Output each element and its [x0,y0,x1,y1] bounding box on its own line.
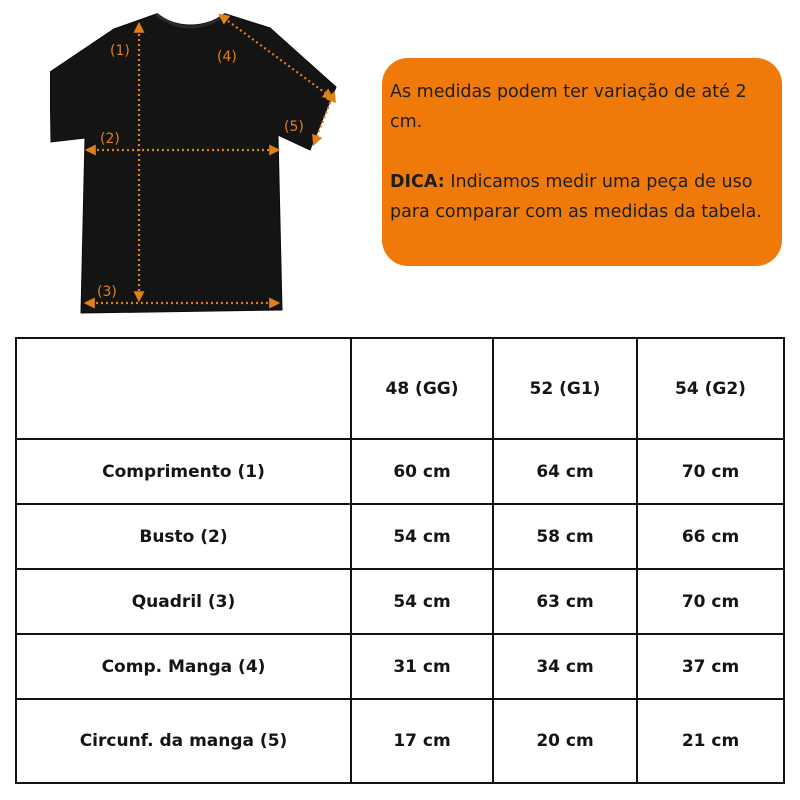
table-row [16,504,784,569]
header-empty-cell [16,338,351,439]
row-label: Comprimento (1) [16,439,351,504]
table-cell: 60 cm [351,439,493,504]
row-label: Circunf. da manga (5) [16,699,351,783]
table-cell: 54 cm [351,504,493,569]
table-cell: 20 cm [493,699,637,783]
table-row [16,634,784,699]
table-cell: 21 cm [637,699,784,783]
tip-box [382,58,782,266]
measure-label-5: (5) [284,119,304,135]
table-cell: 70 cm [637,569,784,634]
table-row [16,569,784,634]
tshirt-diagram [50,0,360,320]
tshirt-shape [50,14,336,313]
size-table [15,337,785,784]
tip-paragraph [390,167,768,227]
tip-label: DICA: [390,172,445,192]
table-cell: 58 cm [493,504,637,569]
header-size-g1: 52 (G1) [493,338,637,439]
header-size-g2: 54 (G2) [637,338,784,439]
table-cell: 17 cm [351,699,493,783]
measure-label-4: (4) [217,49,237,65]
tip-text: Indicamos medir uma peça de uso para comparar com as medidas da tabela. [390,172,762,222]
variation-note: As medidas podem ter variação de até 2 cm. [390,82,747,132]
table-cell: 66 cm [637,504,784,569]
table-cell: 63 cm [493,569,637,634]
measure-label-1: (1) [110,43,130,59]
measure-label-2: (2) [100,131,120,147]
table-row [16,699,784,783]
table-cell: 37 cm [637,634,784,699]
row-label: Comp. Manga (4) [16,634,351,699]
table-header-row [16,338,784,439]
table-cell: 31 cm [351,634,493,699]
table-row [16,439,784,504]
table-cell: 54 cm [351,569,493,634]
row-label: Quadril (3) [16,569,351,634]
row-label: Busto (2) [16,504,351,569]
measure-label-3: (3) [97,284,117,300]
table-cell: 34 cm [493,634,637,699]
table-cell: 64 cm [493,439,637,504]
header-size-gg: 48 (GG) [351,338,493,439]
table-cell: 70 cm [637,439,784,504]
